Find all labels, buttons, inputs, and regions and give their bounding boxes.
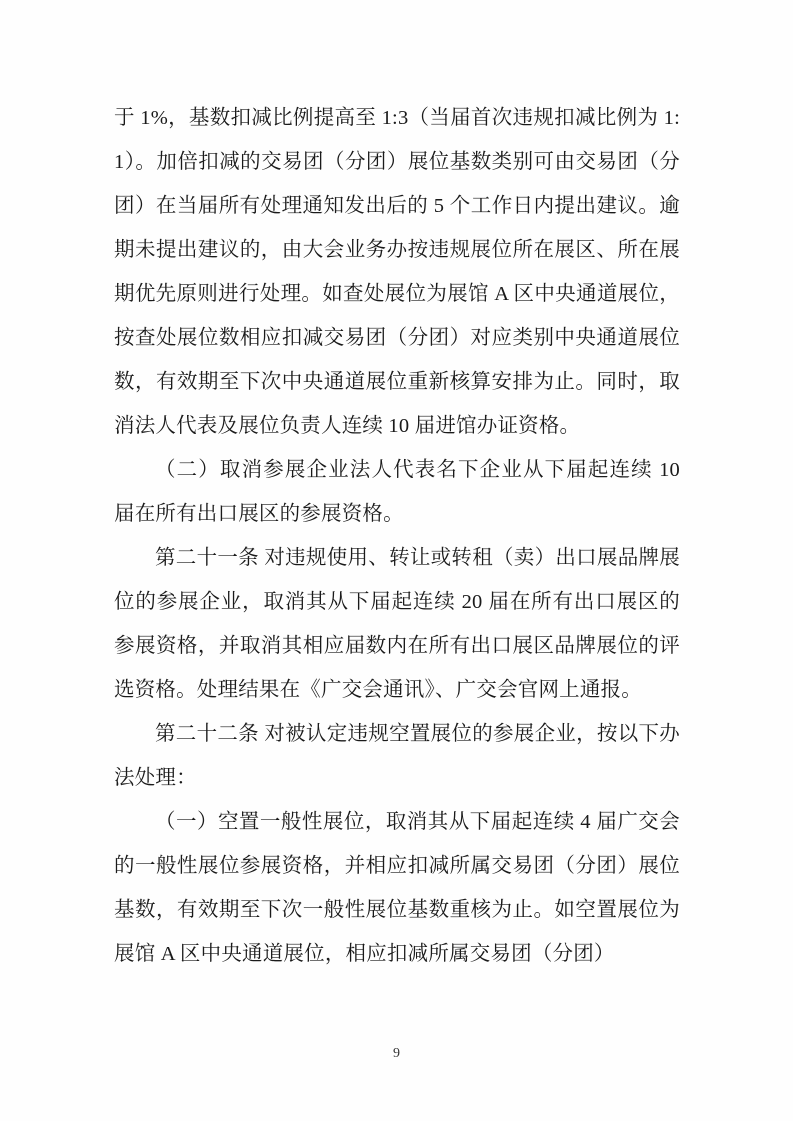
paragraph-4: 第二十二条 对被认定违规空置展位的参展企业，按以下办法处理： <box>114 723 680 789</box>
paragraph-2: （二）取消参展企业法人代表名下企业从下届起连续 10 届在所有出口展区的参展资格。 <box>114 459 680 525</box>
document-body <box>114 96 680 976</box>
paragraph-1: 于 1%，基数扣减比例提高至 1:3（当届首次违规扣减比例为 1:1）。加倍扣减的交易团（分团）展位基数类别可由交易团（分团）在当届所有处理通知发出后的 5 个工作日内提出建议。逾期未提出建议的，由大会业务办按违规展位所在展区、所在展期优先原则进行处理。如查处展位为展馆 A 区中央通道展位，按查处展位数相应扣减交易团（分团）对应类别中央通道展位数，有效期至下次中央通道展位重新核算安排为止。同时，取消法人代表及展位负责人连续 10 届进馆办证资格。 <box>114 107 680 437</box>
page-number: 9 <box>393 1046 400 1061</box>
paragraph-3: 第二十一条 对违规使用、转让或转租（卖）出口展品牌展位的参展企业，取消其从下届起连续 20 届在所有出口展区的参展资格，并取消其相应届数内在所有出口展区品牌展位的评选资格。处理结果在《广交会通讯》、广交会官网上通报。 <box>114 547 680 701</box>
paragraph-5: （一）空置一般性展位，取消其从下届起连续 4 届广交会的一般性展位参展资格，并相应扣减所属交易团（分团）展位基数，有效期至下次一般性展位基数重核为止。如空置展位为展馆 A 区中央通道展位，相应扣减所属交易团（分团） <box>114 811 680 965</box>
